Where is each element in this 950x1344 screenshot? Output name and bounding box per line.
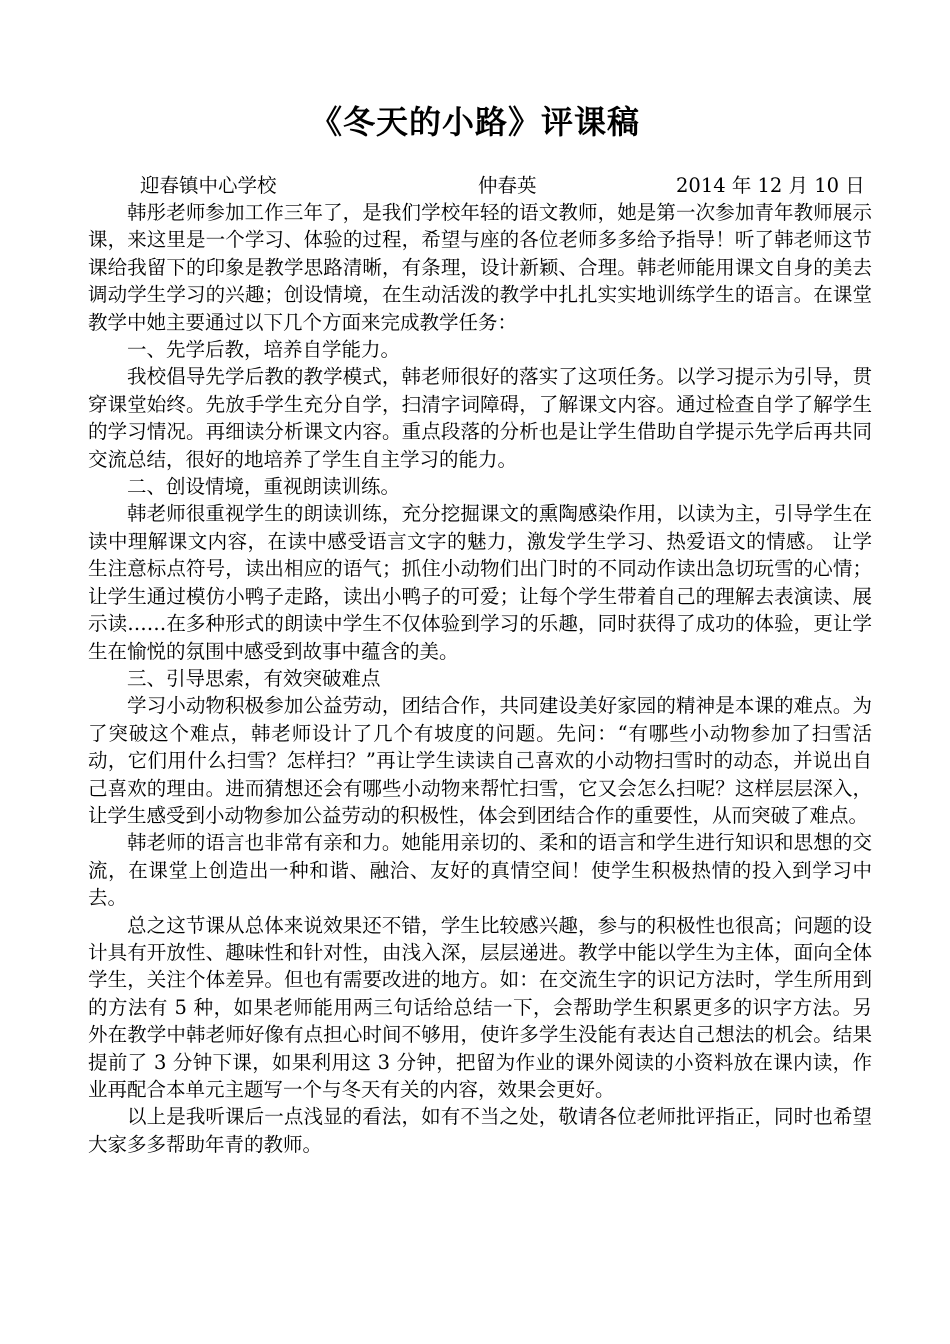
document-title: 《冬天的小路》评课稿 xyxy=(309,103,640,141)
document-body xyxy=(88,199,872,1158)
section-heading: 一、先学后教，培养自学能力。 xyxy=(127,338,401,362)
section-heading: 三、引导思索，有效突破难点 xyxy=(127,666,381,690)
byline xyxy=(0,172,950,200)
paragraph: 我校倡导先学后教的教学模式，韩老师很好的落实了这项任务。以学习提示为引导，贯穿课堂始终。先放手学生充分自学，扫清字词障碍，了解课文内容。通过检查自学了解学生的学习情况。再细读分析课文内容。重点段落的分析也是让学生借助自学提示先学后再共同交流总结，很好的地培养了学生自主学习的能力。 xyxy=(88,365,872,471)
paragraph: 韩老师很重视学生的朗读训练，充分挖掘课文的熏陶感染作用，以读为主，引导学生在读中理解课文内容，在读中感受语言文字的魅力，激发学生学习、热爱语文的情感。 让学生注意标点符号，读出相应的语气；抓住小动物们出门时的不同动作读出急切玩雪的心情；让学生通过模仿小鸭子走路，读出小鸭子的可爱；让每个学生带着自己的理解去表演读、展示读……在多种形式的朗读中学生不仅体验到学习的乐趣，同时获得了成功的体验，更让学生在愉悦的氛围中感受到故事中蕴含的美。 xyxy=(88,502,872,663)
author-name: 仲春英 xyxy=(478,174,537,197)
paragraph: 韩老师的语言也非常有亲和力。她能用亲切的、柔和的语言和学生进行知识和思想的交流，在课堂上创造出一种和谐、融洽、友好的真情空间！使学生积极热情的投入到学习中去。 xyxy=(88,831,872,910)
paragraph: 总之这节课从总体来说效果还不错，学生比较感兴趣，参与的积极性也很高；问题的设计具有开放性、趣味性和针对性，由浅入深，层层递进。教学中能以学生为主体，面向全体学生，关注个体差异。但也有需要改进的地方。如：在交流生字的识记方法时，学生所用到的方法有 5 种，如果老师能用两三句话给总结一下，会帮助学生积累更多的识字方法。另外在教学中韩老师好像有点担心时间不够用，使许多学生没能有表达自己想法的机会。结果提前了 3 分钟下课，如果利用这 3 分钟，把留为作业的课外阅读的小资料放在课内读，作业再配合本单元主题写一个与冬天有关的内容，效果会更好。 xyxy=(88,913,872,1101)
paragraph: 韩彤老师参加工作三年了，是我们学校年轻的语文教师，她是第一次参加青年教师展示课，来这里是一个学习、体验的过程，希望与座的各位老师多多给予指导！听了韩老师这节课给我留下的印象是教学思路清晰，有条理，设计新颖、合理。韩老师能用课文自身的美去调动学生学习的兴趣；创设情境，在生动活泼的教学中扎扎实实地训练学生的语言。在课堂教学中她主要通过以下几个方面来完成教学任务： xyxy=(88,201,872,334)
document-date: 2014 年 12 月 10 日 xyxy=(676,174,865,197)
paragraph: 学习小动物积极参加公益劳动，团结合作，共同建设美好家园的精神是本课的难点。为了突破这个难点，韩老师设计了几个有坡度的问题。先问：“有哪些小动物参加了扫雪活动，它们用什么扫雪？怎样扫？”再让学生读读自己喜欢的小动物扫雪时的动态，并说出自己喜欢的理由。进而猜想还会有哪些小动物来帮忙扫雪，它又会怎么扫呢？这样层层深入，让学生感受到小动物参加公益劳动的积极性，体会到团结合作的重要性，从而突破了难点。 xyxy=(88,694,872,827)
school-name: 迎春镇中心学校 xyxy=(140,174,277,197)
paragraph: 以上是我听课后一点浅显的看法，如有不当之处，敬请各位老师批评指正，同时也希望大家多多帮助年青的教师。 xyxy=(88,1105,872,1156)
section-heading: 二、创设情境，重视朗读训练。 xyxy=(127,475,401,499)
